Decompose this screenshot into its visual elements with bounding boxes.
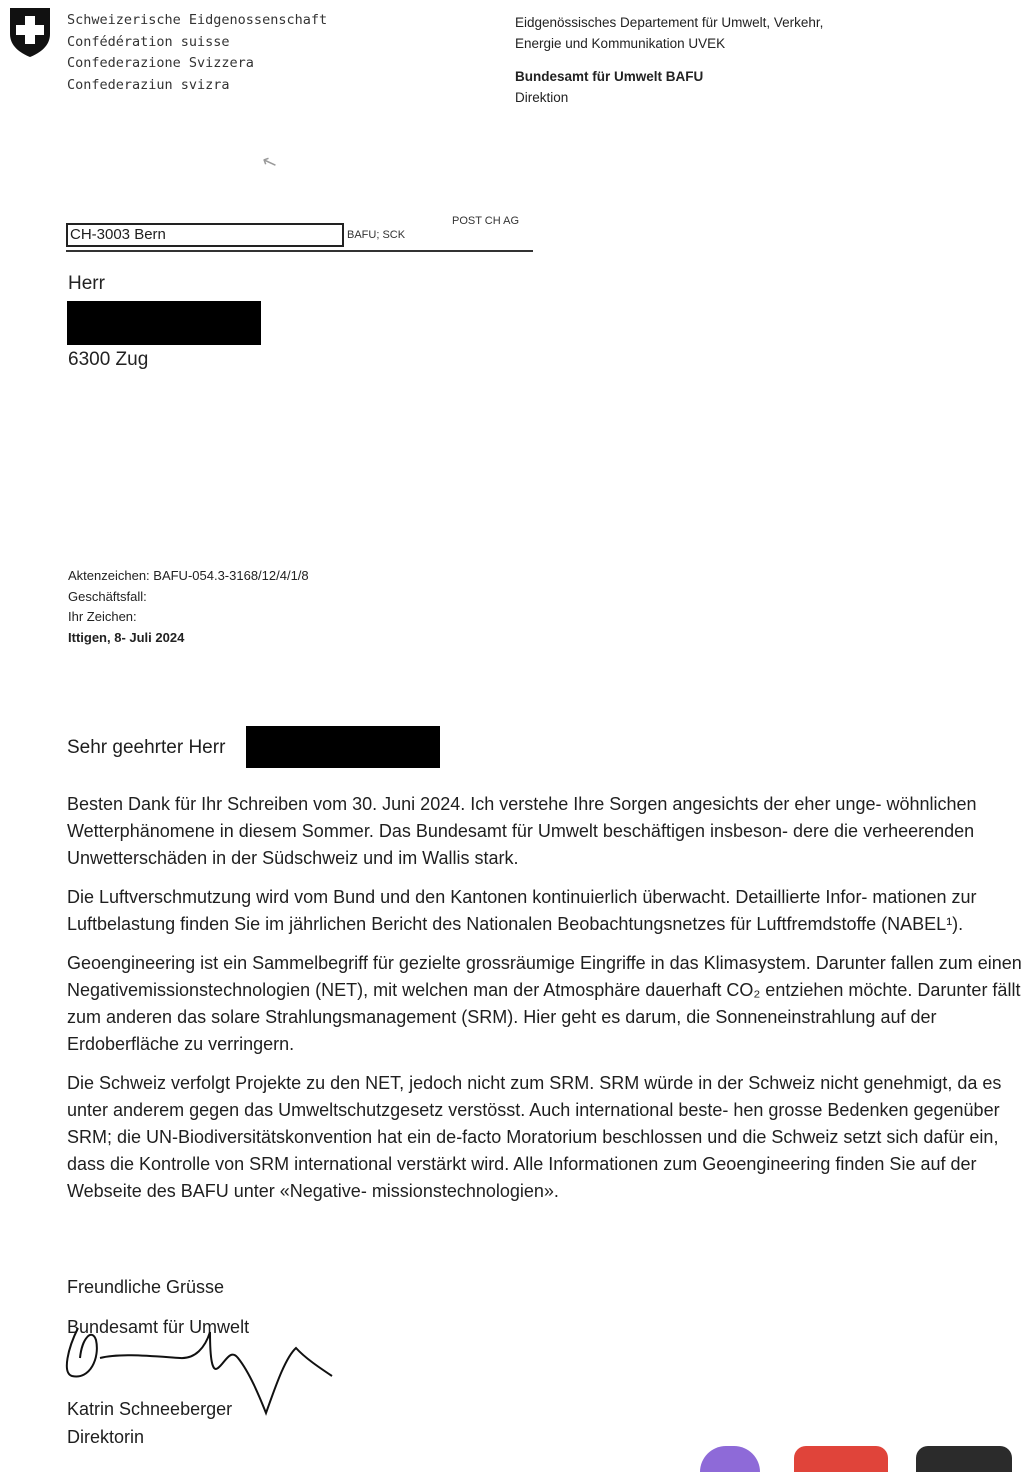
paragraph-4: Die Schweiz verfolgt Projekte zu den NET, jedoch nicht zum SRM. SRM würde in der Schweiz nicht genehmigt, da es unter anderem gegen das Umweltschutzgesetz verstösst. Auch international beste- hen grosse Bedenken gegenüber SRM; die UN-Biodiversitätskonvention hat ein de-facto Moratorium beschlossen und die Schweiz setzt sich dafür ein, dass die Kontrolle von SRM international verstärkt wird. Alle Informationen zum Geoengineering finden Sie auf der Webseite des BAFU unter «Negative- missionstechnologien». [67,1073,1002,1201]
sender-divider [66,250,533,252]
sender-address: CH-3003 Bern [66,223,344,247]
confederation-rm: Confederaziun svizra [67,76,230,93]
recipient-name-redaction [67,301,261,345]
scan-mark-icon: ↖ [258,150,280,175]
department-block [515,12,823,108]
closing: Freundliche Grüsse [67,1277,225,1297]
reference-number: Aktenzeichen: BAFU-054.3-3168/12/4/1/8 [68,568,309,583]
reference-block [68,566,309,648]
signer-name: Katrin Schneeberger [67,1399,233,1419]
department-line-1: Eidgenössisches Departement für Umwelt, Verkehr, [515,15,824,30]
letter-body [67,791,1027,1217]
signer-role: Direktorin [67,1427,145,1447]
recipient-city: 6300 Zug [68,349,149,370]
confederation-de: Schweizerische Eidgenossenschaft [67,12,328,28]
recipient-title: Herr [68,273,105,294]
case-label: Geschäftsfall: [68,588,147,604]
postage-mark: POST CH AG [452,215,520,227]
confederation-it: Confederazione Svizzera [67,55,254,71]
overlay-purple-button[interactable] [700,1446,760,1472]
paragraph-2: Die Luftverschmutzung wird vom Bund und den Kantonen kontinuierlich überwacht. Detaillierte Infor- mationen zur Luftbelastung finden Sie im jährlichen Bericht des Nationalen Beobachtungsnetzes für Luftfremdstoffe (NABEL¹). [67,887,977,934]
office-name: Bundesamt für Umwelt BAFU [515,69,704,84]
swiss-coat-of-arms-icon [8,6,52,58]
confederation-names [67,10,327,96]
department-line-2: Energie und Kommunikation UVEK [515,36,726,51]
overlay-dark-button[interactable] [916,1446,1012,1472]
signer-block [67,1395,232,1451]
salutation-name-redaction [246,726,440,768]
place-date: Ittigen, 8- Juli 2024 [68,629,185,645]
confederation-fr: Confédération suisse [67,33,230,50]
your-ref-label: Ihr Zeichen: [68,609,137,624]
salutation: Sehr geehrter Herr [67,737,226,758]
sender-code: BAFU; SCK [347,229,406,241]
overlay-red-button[interactable] [794,1446,888,1472]
office-unit: Direktion [515,90,569,105]
paragraph-3: Geoengineering ist ein Sammelbegriff für gezielte grossräumige Eingriffe in das Klimasystem. Darunter fallen zum einen Negativemissionstechnologien (NET), mit welchen man der Atmosphäre dauerhaft CO₂ entziehen möchte. Darunter fällt zum anderen das solare Strahlungsmanagement (SRM). Hier geht es darum, die Sonneneinstrahlung auf der Erdoberfläche zu verringern. [67,953,1022,1054]
paragraph-1: Besten Dank für Ihr Schreiben vom 30. Juni 2024. Ich verstehe Ihre Sorgen angesichts der eher unge- wöhnlichen Wetterphänomene in diesem Sommer. Das Bundesamt für Umwelt beschäftigen insbeson- dere die verheerenden Unwetterschäden in der Südschweiz und im Wallis stark. [67,794,977,868]
signing-organization: Bundesamt für Umwelt [67,1317,250,1337]
